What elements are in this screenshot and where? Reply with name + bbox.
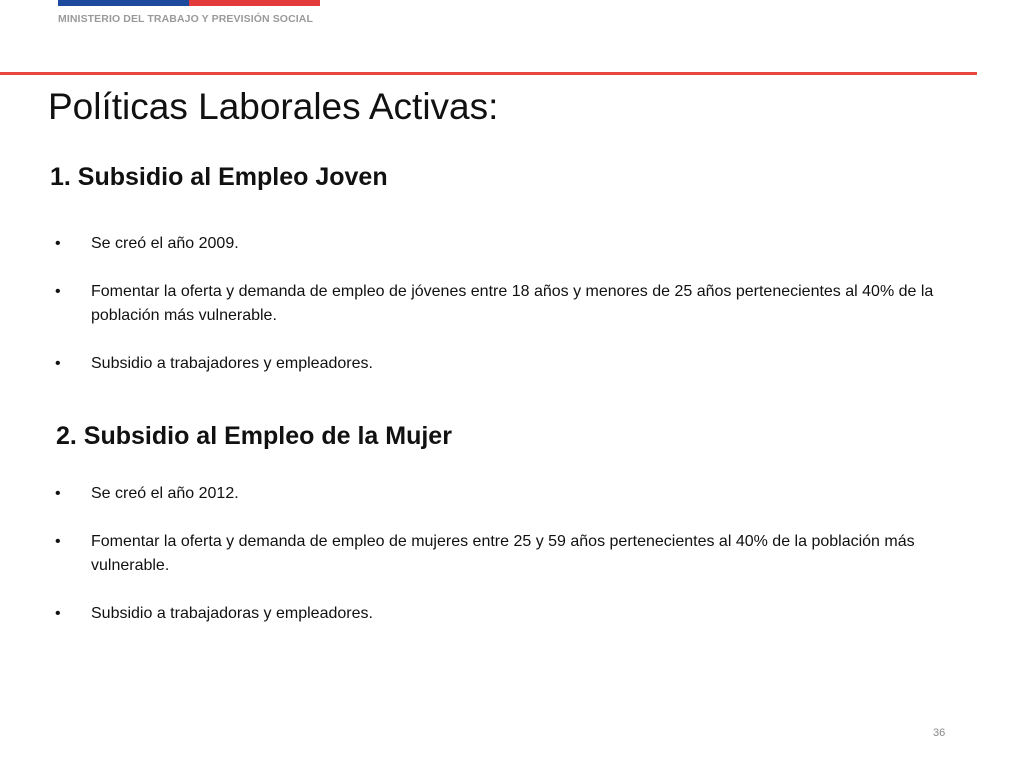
- bullet-text: Subsidio a trabajadoras y empleadores.: [91, 605, 373, 622]
- bullet-icon: •: [55, 485, 61, 502]
- list-item: [52, 352, 997, 376]
- bullet-text: Se creó el año 2012.: [91, 485, 239, 502]
- page-title: Políticas Laborales Activas:: [48, 86, 499, 127]
- ministry-flag-logo: [58, 0, 320, 6]
- bullet-icon: •: [55, 283, 61, 300]
- flag-red-stripe: [189, 0, 320, 6]
- bullet-icon: •: [55, 605, 61, 622]
- list-item: [52, 530, 997, 578]
- bullet-text: Fomentar la oferta y demanda de empleo de mujeres entre 25 y 59 años pertenecientes al 40% de la población más vulnerable.: [91, 533, 915, 574]
- bullet-icon: •: [55, 355, 61, 372]
- list-item: [52, 482, 997, 506]
- bullet-text: Fomentar la oferta y demanda de empleo de jóvenes entre 18 años y menores de 25 años pertenecientes al 40% de la población más vulnerable.: [91, 283, 934, 324]
- list-item: [52, 232, 997, 256]
- page-number: 36: [933, 727, 946, 739]
- section-heading-empleo-mujer: 2. Subsidio al Empleo de la Mujer: [56, 422, 452, 450]
- list-item: [52, 280, 997, 328]
- bullet-text: Se creó el año 2009.: [91, 235, 239, 252]
- bullet-list-empleo-mujer: [52, 482, 997, 650]
- ministry-label: MINISTERIO DEL TRABAJO Y PREVISIÓN SOCIAL: [58, 13, 313, 25]
- header-divider: [0, 72, 977, 75]
- flag-blue-stripe: [58, 0, 189, 6]
- list-item: [52, 602, 997, 626]
- bullet-list-empleo-joven: [52, 232, 997, 400]
- bullet-text: Subsidio a trabajadores y empleadores.: [91, 355, 373, 372]
- bullet-icon: •: [55, 533, 61, 550]
- section-heading-empleo-joven: 1. Subsidio al Empleo Joven: [50, 163, 388, 191]
- bullet-icon: •: [55, 235, 61, 252]
